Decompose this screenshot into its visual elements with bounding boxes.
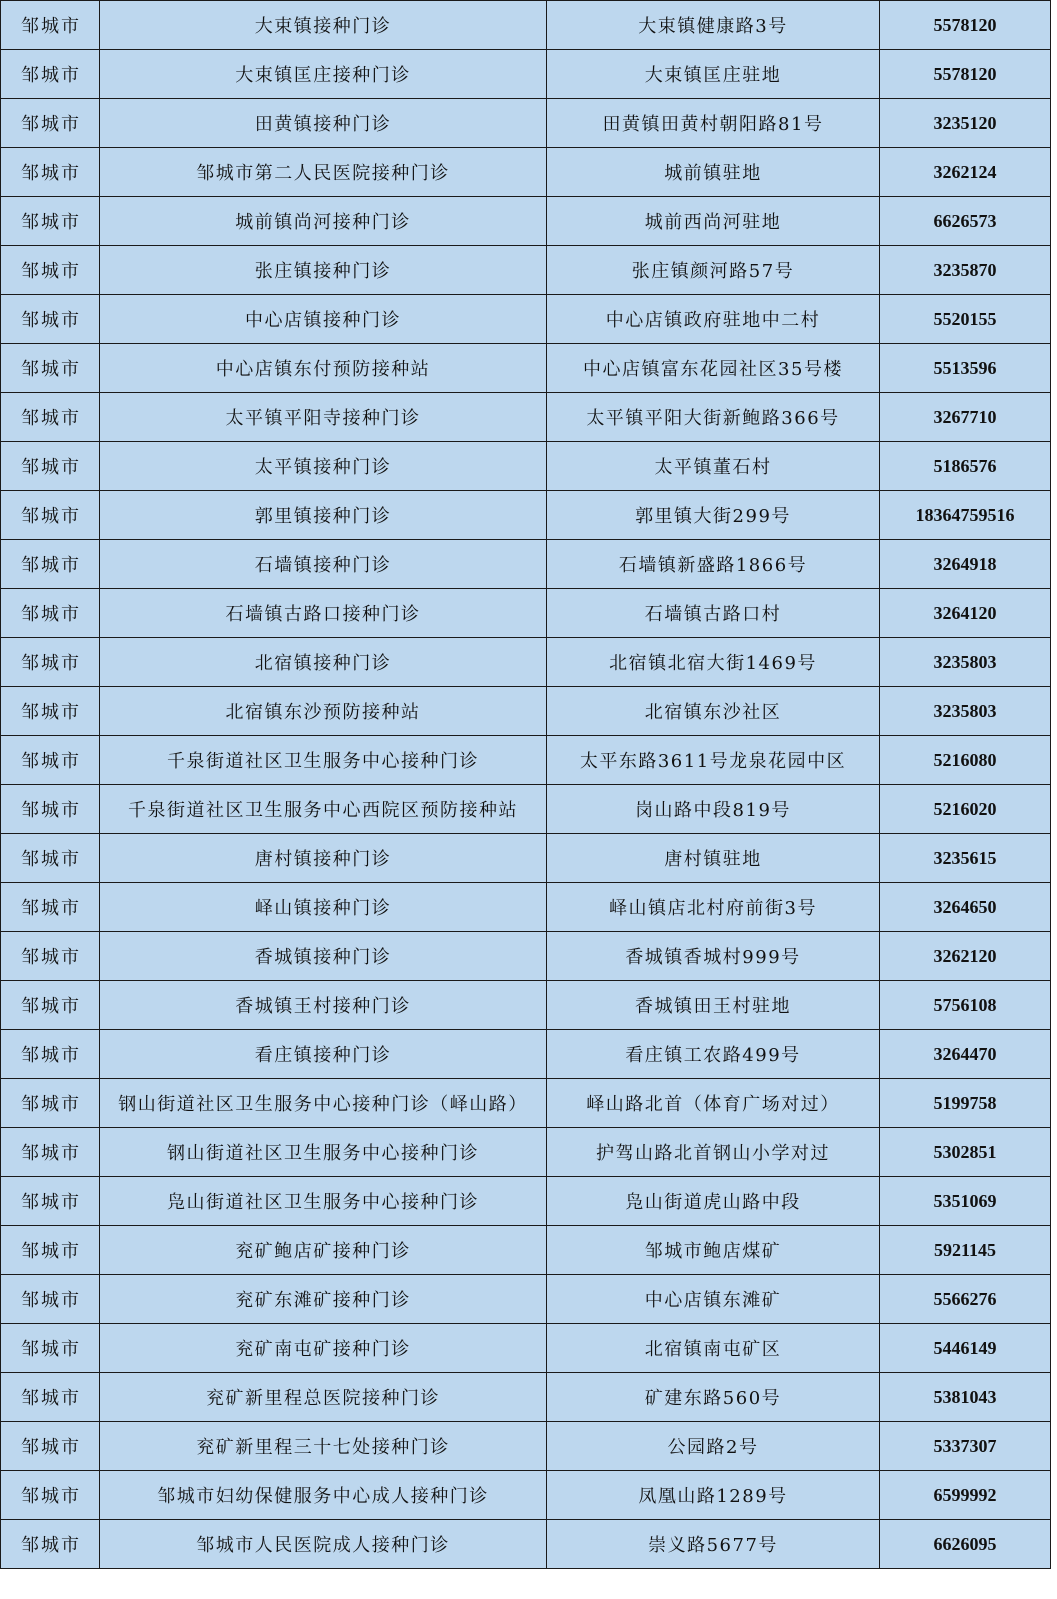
address-cell: 大束镇健康路3号	[547, 1, 880, 50]
city-cell: 邹城市	[1, 1422, 100, 1471]
city-cell: 邹城市	[1, 1177, 100, 1226]
phone-cell: 5578120	[880, 1, 1051, 50]
phone-cell: 3235870	[880, 246, 1051, 295]
city-cell: 邹城市	[1, 1, 100, 50]
table-row	[1, 99, 1051, 148]
table-row	[1, 148, 1051, 197]
table-row	[1, 736, 1051, 785]
city-cell: 邹城市	[1, 540, 100, 589]
city-cell: 邹城市	[1, 1226, 100, 1275]
table-row	[1, 1471, 1051, 1520]
city-cell: 邹城市	[1, 1079, 100, 1128]
clinic-name-cell: 峄山镇接种门诊	[100, 883, 547, 932]
table-row	[1, 540, 1051, 589]
table-row	[1, 1079, 1051, 1128]
clinic-name-cell: 千泉街道社区卫生服务中心西院区预防接种站	[100, 785, 547, 834]
clinic-name-cell: 香城镇王村接种门诊	[100, 981, 547, 1030]
address-cell: 岗山路中段819号	[547, 785, 880, 834]
clinic-name-cell: 大束镇接种门诊	[100, 1, 547, 50]
table-row	[1, 1128, 1051, 1177]
phone-cell: 3264650	[880, 883, 1051, 932]
phone-cell: 3235615	[880, 834, 1051, 883]
address-cell: 中心店镇富东花园社区35号楼	[547, 344, 880, 393]
phone-cell: 5199758	[880, 1079, 1051, 1128]
table-row	[1, 1226, 1051, 1275]
table-row	[1, 1373, 1051, 1422]
clinic-name-cell: 看庄镇接种门诊	[100, 1030, 547, 1079]
phone-cell: 3264918	[880, 540, 1051, 589]
address-cell: 公园路2号	[547, 1422, 880, 1471]
city-cell: 邹城市	[1, 442, 100, 491]
address-cell: 凫山街道虎山路中段	[547, 1177, 880, 1226]
city-cell: 邹城市	[1, 589, 100, 638]
table-row	[1, 50, 1051, 99]
clinic-name-cell: 兖矿新里程总医院接种门诊	[100, 1373, 547, 1422]
phone-cell: 5216020	[880, 785, 1051, 834]
phone-cell: 3235120	[880, 99, 1051, 148]
city-cell: 邹城市	[1, 638, 100, 687]
table-row	[1, 687, 1051, 736]
city-cell: 邹城市	[1, 736, 100, 785]
city-cell: 邹城市	[1, 1471, 100, 1520]
city-cell: 邹城市	[1, 1324, 100, 1373]
clinic-name-cell: 兖矿东滩矿接种门诊	[100, 1275, 547, 1324]
table-row	[1, 1177, 1051, 1226]
city-cell: 邹城市	[1, 1275, 100, 1324]
city-cell: 邹城市	[1, 148, 100, 197]
city-cell: 邹城市	[1, 491, 100, 540]
phone-cell: 5513596	[880, 344, 1051, 393]
city-cell: 邹城市	[1, 393, 100, 442]
table-row	[1, 246, 1051, 295]
clinic-name-cell: 唐村镇接种门诊	[100, 834, 547, 883]
address-cell: 郭里镇大街299号	[547, 491, 880, 540]
table-row	[1, 295, 1051, 344]
clinic-table-body	[1, 1, 1051, 1569]
address-cell: 北宿镇东沙社区	[547, 687, 880, 736]
phone-cell: 5520155	[880, 295, 1051, 344]
clinic-name-cell: 香城镇接种门诊	[100, 932, 547, 981]
phone-cell: 5351069	[880, 1177, 1051, 1226]
city-cell: 邹城市	[1, 295, 100, 344]
city-cell: 邹城市	[1, 246, 100, 295]
phone-cell: 3264120	[880, 589, 1051, 638]
phone-cell: 5446149	[880, 1324, 1051, 1373]
table-row	[1, 442, 1051, 491]
address-cell: 护驾山路北首钢山小学对过	[547, 1128, 880, 1177]
table-row	[1, 638, 1051, 687]
table-row	[1, 197, 1051, 246]
city-cell: 邹城市	[1, 687, 100, 736]
clinic-name-cell: 兖矿新里程三十七处接种门诊	[100, 1422, 547, 1471]
phone-cell: 6626573	[880, 197, 1051, 246]
table-row	[1, 883, 1051, 932]
phone-cell: 3235803	[880, 638, 1051, 687]
address-cell: 峄山路北首（体育广场对过）	[547, 1079, 880, 1128]
city-cell: 邹城市	[1, 1128, 100, 1177]
clinic-name-cell: 田黄镇接种门诊	[100, 99, 547, 148]
table-row	[1, 491, 1051, 540]
table-row	[1, 1, 1051, 50]
table-row	[1, 1030, 1051, 1079]
clinic-name-cell: 兖矿鲍店矿接种门诊	[100, 1226, 547, 1275]
address-cell: 唐村镇驻地	[547, 834, 880, 883]
phone-cell: 3262120	[880, 932, 1051, 981]
table-row	[1, 1275, 1051, 1324]
city-cell: 邹城市	[1, 1373, 100, 1422]
address-cell: 城前西尚河驻地	[547, 197, 880, 246]
address-cell: 崇义路5677号	[547, 1520, 880, 1569]
table-row	[1, 932, 1051, 981]
phone-cell: 3264470	[880, 1030, 1051, 1079]
city-cell: 邹城市	[1, 932, 100, 981]
city-cell: 邹城市	[1, 981, 100, 1030]
address-cell: 香城镇田王村驻地	[547, 981, 880, 1030]
address-cell: 太平东路3611号龙泉花园中区	[547, 736, 880, 785]
city-cell: 邹城市	[1, 883, 100, 932]
address-cell: 峄山镇店北村府前街3号	[547, 883, 880, 932]
city-cell: 邹城市	[1, 344, 100, 393]
table-row	[1, 393, 1051, 442]
address-cell: 田黄镇田黄村朝阳路81号	[547, 99, 880, 148]
address-cell: 中心店镇政府驻地中二村	[547, 295, 880, 344]
clinic-name-cell: 中心店镇东付预防接种站	[100, 344, 547, 393]
phone-cell: 6626095	[880, 1520, 1051, 1569]
clinic-name-cell: 邹城市妇幼保健服务中心成人接种门诊	[100, 1471, 547, 1520]
table-row	[1, 1422, 1051, 1471]
clinic-name-cell: 大束镇匡庄接种门诊	[100, 50, 547, 99]
address-cell: 矿建东路560号	[547, 1373, 880, 1422]
phone-cell: 6599992	[880, 1471, 1051, 1520]
city-cell: 邹城市	[1, 1030, 100, 1079]
address-cell: 太平镇董石村	[547, 442, 880, 491]
city-cell: 邹城市	[1, 50, 100, 99]
phone-cell: 5578120	[880, 50, 1051, 99]
phone-cell: 5921145	[880, 1226, 1051, 1275]
clinic-name-cell: 中心店镇接种门诊	[100, 295, 547, 344]
clinic-name-cell: 凫山街道社区卫生服务中心接种门诊	[100, 1177, 547, 1226]
address-cell: 大束镇匡庄驻地	[547, 50, 880, 99]
table-row	[1, 1324, 1051, 1373]
clinic-name-cell: 张庄镇接种门诊	[100, 246, 547, 295]
table-row	[1, 344, 1051, 393]
address-cell: 北宿镇北宿大街1469号	[547, 638, 880, 687]
clinic-name-cell: 千泉街道社区卫生服务中心接种门诊	[100, 736, 547, 785]
table-row	[1, 981, 1051, 1030]
phone-cell: 18364759516	[880, 491, 1051, 540]
address-cell: 太平镇平阳大街新鲍路366号	[547, 393, 880, 442]
address-cell: 石墙镇古路口村	[547, 589, 880, 638]
phone-cell: 5186576	[880, 442, 1051, 491]
phone-cell: 5337307	[880, 1422, 1051, 1471]
clinic-name-cell: 郭里镇接种门诊	[100, 491, 547, 540]
phone-cell: 5302851	[880, 1128, 1051, 1177]
table-row	[1, 1520, 1051, 1569]
city-cell: 邹城市	[1, 834, 100, 883]
clinic-name-cell: 石墙镇接种门诊	[100, 540, 547, 589]
address-cell: 张庄镇颜河路57号	[547, 246, 880, 295]
phone-cell: 5216080	[880, 736, 1051, 785]
phone-cell: 5381043	[880, 1373, 1051, 1422]
city-cell: 邹城市	[1, 99, 100, 148]
city-cell: 邹城市	[1, 197, 100, 246]
clinic-name-cell: 石墙镇古路口接种门诊	[100, 589, 547, 638]
address-cell: 石墙镇新盛路1866号	[547, 540, 880, 589]
city-cell: 邹城市	[1, 1520, 100, 1569]
clinic-name-cell: 邹城市人民医院成人接种门诊	[100, 1520, 547, 1569]
clinic-name-cell: 太平镇接种门诊	[100, 442, 547, 491]
city-cell: 邹城市	[1, 785, 100, 834]
phone-cell: 5756108	[880, 981, 1051, 1030]
address-cell: 城前镇驻地	[547, 148, 880, 197]
clinic-name-cell: 北宿镇接种门诊	[100, 638, 547, 687]
address-cell: 北宿镇南屯矿区	[547, 1324, 880, 1373]
table-row	[1, 589, 1051, 638]
clinic-name-cell: 钢山街道社区卫生服务中心接种门诊（峄山路）	[100, 1079, 547, 1128]
phone-cell: 5566276	[880, 1275, 1051, 1324]
clinic-name-cell: 钢山街道社区卫生服务中心接种门诊	[100, 1128, 547, 1177]
clinic-name-cell: 太平镇平阳寺接种门诊	[100, 393, 547, 442]
address-cell: 邹城市鲍店煤矿	[547, 1226, 880, 1275]
clinic-name-cell: 北宿镇东沙预防接种站	[100, 687, 547, 736]
clinic-name-cell: 城前镇尚河接种门诊	[100, 197, 547, 246]
phone-cell: 3262124	[880, 148, 1051, 197]
address-cell: 看庄镇工农路499号	[547, 1030, 880, 1079]
address-cell: 香城镇香城村999号	[547, 932, 880, 981]
phone-cell: 3235803	[880, 687, 1051, 736]
clinic-name-cell: 邹城市第二人民医院接种门诊	[100, 148, 547, 197]
clinic-name-cell: 兖矿南屯矿接种门诊	[100, 1324, 547, 1373]
address-cell: 凤凰山路1289号	[547, 1471, 880, 1520]
address-cell: 中心店镇东滩矿	[547, 1275, 880, 1324]
phone-cell: 3267710	[880, 393, 1051, 442]
table-row	[1, 785, 1051, 834]
table-row	[1, 834, 1051, 883]
